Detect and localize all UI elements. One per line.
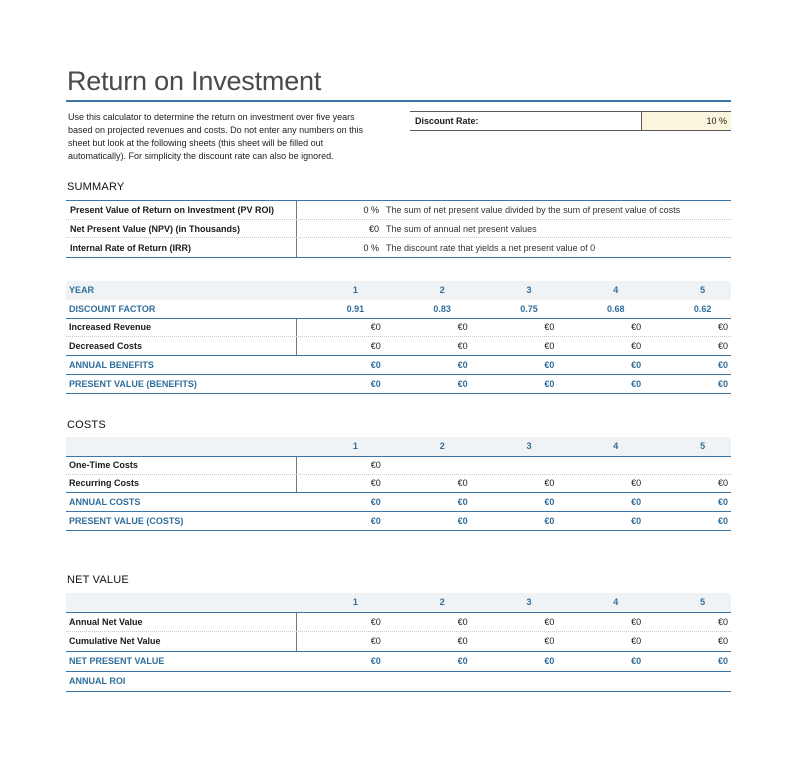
discount-factor-label: DISCOUNT FACTOR (69, 303, 156, 314)
year-cell: 5 (700, 597, 706, 608)
table-row (66, 632, 731, 652)
total-cell: €0 (370, 497, 381, 508)
summary-description: The discount rate that yields a net present value of 0 (386, 242, 596, 253)
value-cell: €0 (717, 636, 728, 647)
year-cell: 5 (700, 285, 706, 296)
row-label: Annual Net Value (66, 613, 297, 631)
year-cell: 1 (352, 285, 358, 296)
total-cell: €0 (717, 360, 728, 371)
total-label: PRESENT VALUE (COSTS) (69, 516, 184, 527)
total-cell: €0 (457, 656, 468, 667)
year-header-row (66, 437, 731, 456)
value-cell: €0 (631, 341, 642, 352)
net-value-table (66, 593, 731, 692)
year-cell: 4 (613, 285, 619, 296)
total-label: PRESENT VALUE (BENEFITS) (69, 378, 197, 389)
summary-row-npv (66, 220, 731, 239)
value-cell: €0 (544, 478, 555, 489)
total-row (66, 652, 731, 672)
table-row (66, 475, 731, 494)
summary-value: 0 % (363, 204, 379, 215)
summary-value: 0 % (363, 242, 379, 253)
discount-rate-label: Discount Rate: (410, 112, 642, 130)
value-cell: €0 (631, 616, 642, 627)
row-label: Recurring Costs (66, 475, 297, 493)
value-cell: €0 (717, 616, 728, 627)
discount-rate-input[interactable]: 10 % (642, 112, 731, 130)
summary-row-pv-roi (66, 201, 731, 220)
value-cell: €0 (717, 478, 728, 489)
value-cell: €0 (717, 341, 728, 352)
value-cell: €0 (370, 460, 381, 471)
value-cell: €0 (631, 322, 642, 333)
total-cell: €0 (544, 497, 555, 508)
value-cell: €0 (457, 341, 468, 352)
costs-table (66, 437, 731, 531)
summary-label: Present Value of Return on Investment (PV ROI) (66, 201, 297, 219)
total-cell: €0 (631, 516, 642, 527)
value-cell: €0 (457, 636, 468, 647)
year-cell: 2 (439, 441, 445, 452)
discount-rate-row (410, 111, 731, 131)
total-label: NET PRESENT VALUE (69, 656, 165, 667)
year-cell: 4 (613, 597, 619, 608)
total-row (66, 493, 731, 512)
value-cell: €0 (717, 322, 728, 333)
total-cell: €0 (717, 656, 728, 667)
total-cell: €0 (457, 516, 468, 527)
total-cell: €0 (457, 360, 468, 371)
year-cell: 1 (352, 597, 358, 608)
year-header-row (66, 281, 731, 300)
total-cell: €0 (631, 360, 642, 371)
value-cell: €0 (370, 636, 381, 647)
title-divider (66, 100, 731, 102)
total-cell: €0 (717, 378, 728, 389)
total-label: ANNUAL COSTS (69, 497, 141, 508)
total-cell: €0 (631, 378, 642, 389)
value-cell: €0 (544, 341, 555, 352)
summary-description: The sum of annual net present values (386, 223, 537, 234)
value-cell: €0 (544, 322, 555, 333)
value-cell: €0 (544, 636, 555, 647)
factor-cell: 0.68 (607, 303, 625, 314)
value-cell: €0 (370, 322, 381, 333)
summary-label: Internal Rate of Return (IRR) (66, 238, 297, 257)
total-cell: €0 (370, 656, 381, 667)
summary-row-irr (66, 238, 731, 257)
row-label: Increased Revenue (66, 319, 297, 337)
header-spacer (66, 437, 297, 456)
total-cell: €0 (631, 656, 642, 667)
total-cell: €0 (631, 497, 642, 508)
year-cell: 4 (613, 441, 619, 452)
summary-value: €0 (368, 223, 379, 234)
summary-table (66, 200, 731, 258)
value-cell: €0 (370, 478, 381, 489)
value-cell: €0 (457, 616, 468, 627)
total-label: ANNUAL ROI (69, 676, 126, 687)
factor-cell: 0.91 (346, 303, 365, 314)
total-cell: €0 (544, 378, 555, 389)
row-label: Cumulative Net Value (66, 632, 297, 651)
net-value-heading: NET VALUE (67, 574, 129, 586)
intro-text: Use this calculator to determine the return on investment over five years based on projected revenues and costs. Do not enter any numbers on this sheet but look at the following sheets (this sheet will be filled out automatically). For simplicity the discount rate can also be ignored. (68, 112, 364, 161)
year-cell: 2 (439, 597, 445, 608)
table-row (66, 612, 731, 632)
year-label: YEAR (69, 285, 95, 296)
benefits-table (66, 281, 731, 394)
year-header-row (66, 593, 731, 612)
total-cell: €0 (717, 516, 728, 527)
header-spacer (66, 593, 297, 612)
total-cell: €0 (544, 516, 555, 527)
summary-heading: SUMMARY (67, 181, 125, 193)
value-cell: €0 (457, 478, 468, 489)
page-title: Return on Investment (67, 66, 322, 96)
total-cell: €0 (370, 360, 381, 371)
total-label: ANNUAL BENEFITS (69, 360, 154, 371)
total-cell: €0 (457, 378, 468, 389)
total-cell: €0 (370, 378, 381, 389)
costs-heading: COSTS (67, 419, 106, 431)
total-cell: €0 (370, 516, 381, 527)
total-cell: €0 (544, 656, 555, 667)
total-row (66, 512, 731, 531)
year-cell: 3 (526, 441, 532, 452)
value-cell: €0 (370, 616, 381, 627)
year-cell: 3 (526, 597, 532, 608)
total-row (66, 356, 731, 375)
summary-label: Net Present Value (NPV) (in Thousands) (66, 220, 297, 238)
total-row (66, 672, 731, 692)
row-label: Decreased Costs (66, 337, 297, 355)
summary-description: The sum of net present value divided by the sum of present value of costs (386, 204, 681, 215)
factor-cell: 0.62 (693, 303, 712, 314)
year-cell: 2 (439, 285, 445, 296)
table-row (66, 337, 731, 356)
total-row (66, 375, 731, 394)
value-cell: €0 (370, 341, 381, 352)
year-cell: 5 (700, 441, 706, 452)
value-cell: €0 (457, 322, 468, 333)
total-cell: €0 (544, 360, 555, 371)
value-cell: €0 (544, 616, 555, 627)
table-row (66, 319, 731, 338)
year-cell: 3 (526, 285, 532, 296)
total-cell: €0 (717, 497, 728, 508)
factor-cell: 0.83 (433, 303, 451, 314)
discount-factor-row (66, 300, 731, 319)
value-cell: €0 (631, 478, 642, 489)
factor-cell: 0.75 (520, 303, 538, 314)
total-cell: €0 (457, 497, 468, 508)
year-cell: 1 (352, 441, 358, 452)
value-cell: €0 (631, 636, 642, 647)
row-label: One-Time Costs (66, 457, 297, 474)
table-row (66, 456, 731, 475)
